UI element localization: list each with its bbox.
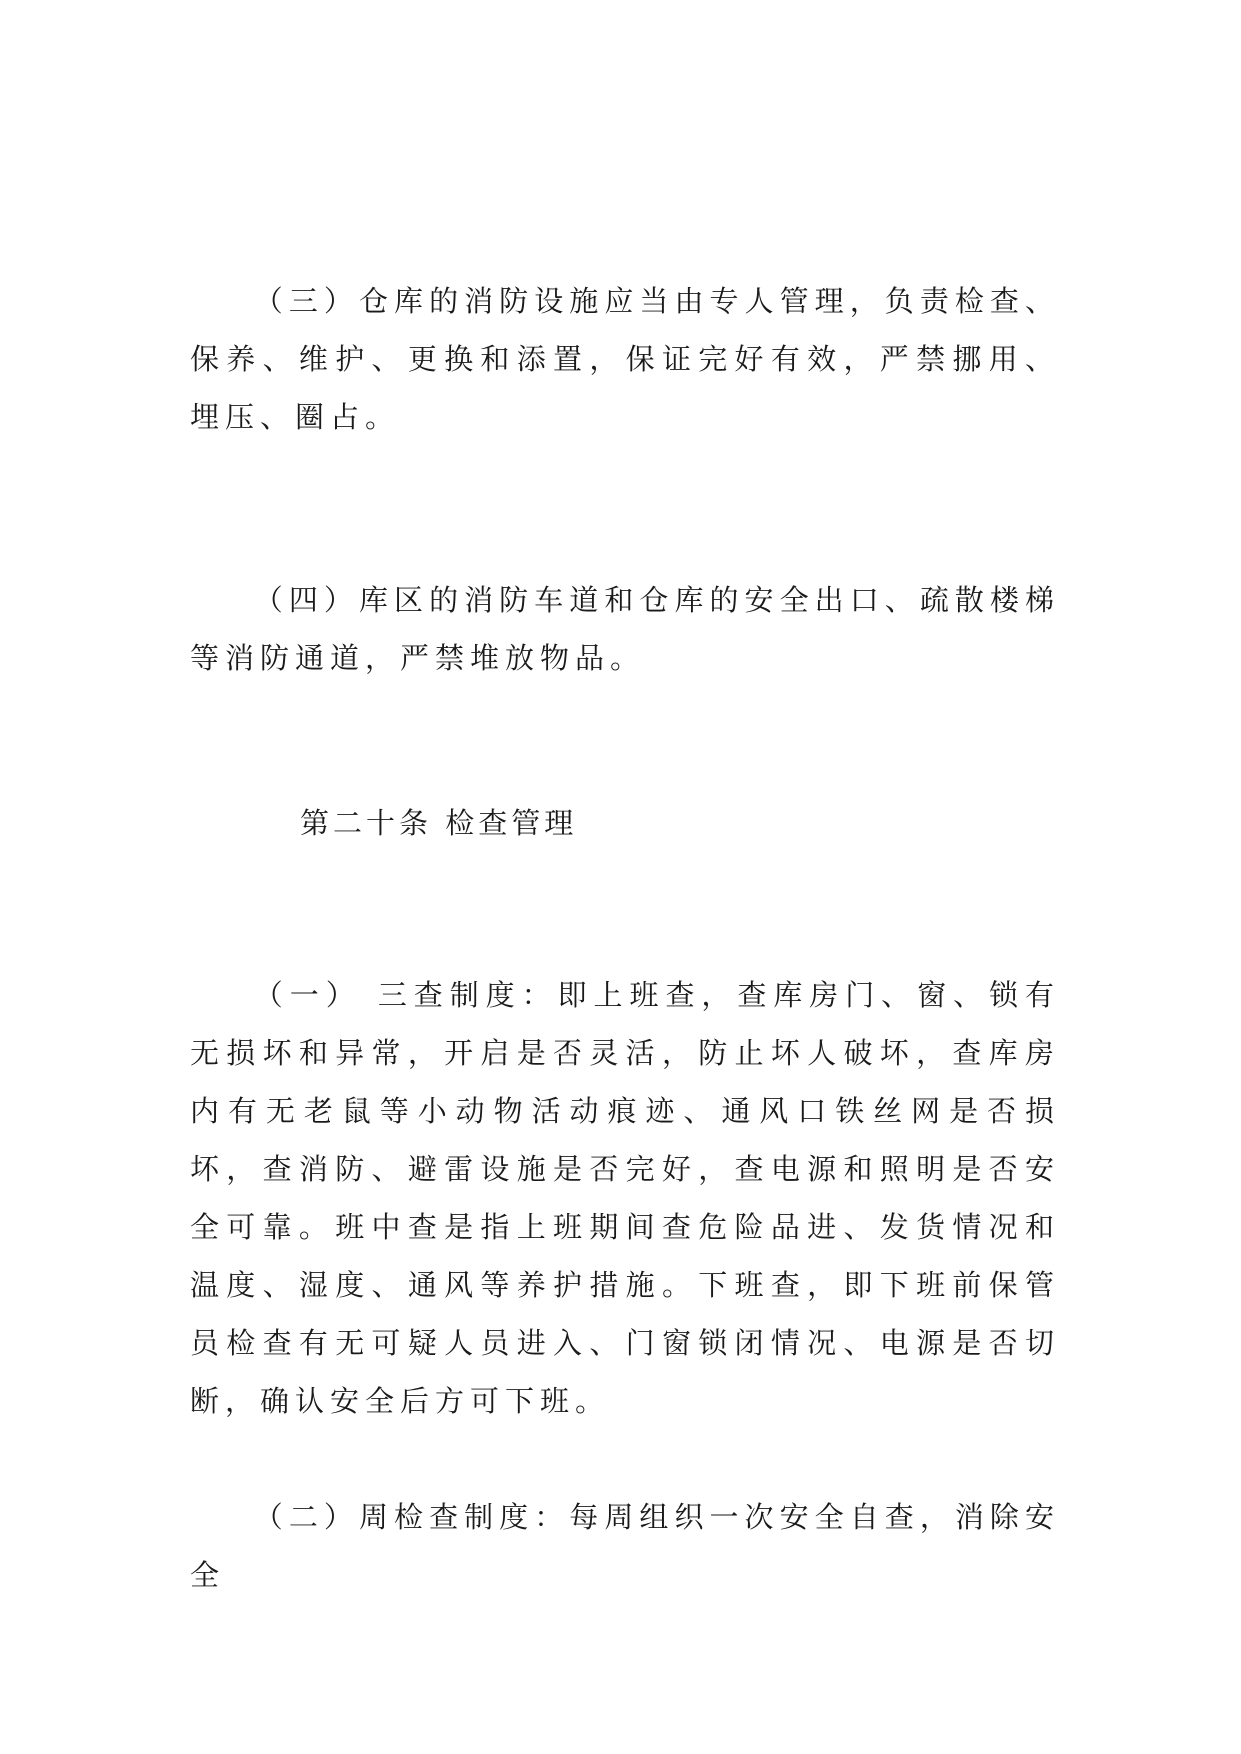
paragraph-item-3: （三）仓库的消防设施应当由专人管理，负责检查、保养、维护、更换和添置，保证完好有效，严禁挪用、埋压、圈占。: [190, 284, 1060, 434]
article-heading: 第二十条 检查管理: [300, 806, 578, 840]
paragraph-article-item-2: （二）周检查制度：每周组织一次安全自查，消除安全: [190, 1500, 1060, 1592]
paragraph-item-4: （四）库区的消防车道和仓库的安全出口、疏散楼梯等消防通道，严禁堆放物品。: [190, 583, 1060, 675]
paragraph-article-item-1: （一） 三查制度：即上班查，查库房门、窗、锁有无损坏和异常，开启是否灵活，防止坏人破坏，查库房内有无老鼠等小动物活动痕迹、通风口铁丝网是否损坏，查消防、避雷设施是否完好，查电源和照明是否安全可靠。班中查是指上班期间查危险品进、发货情况和温度、湿度、通风等养护措施。下班查，即下班前保管员检查有无可疑人员进入、门窗锁闭情况、电源是否切断，确认安全后方可下班。: [190, 978, 1060, 1418]
